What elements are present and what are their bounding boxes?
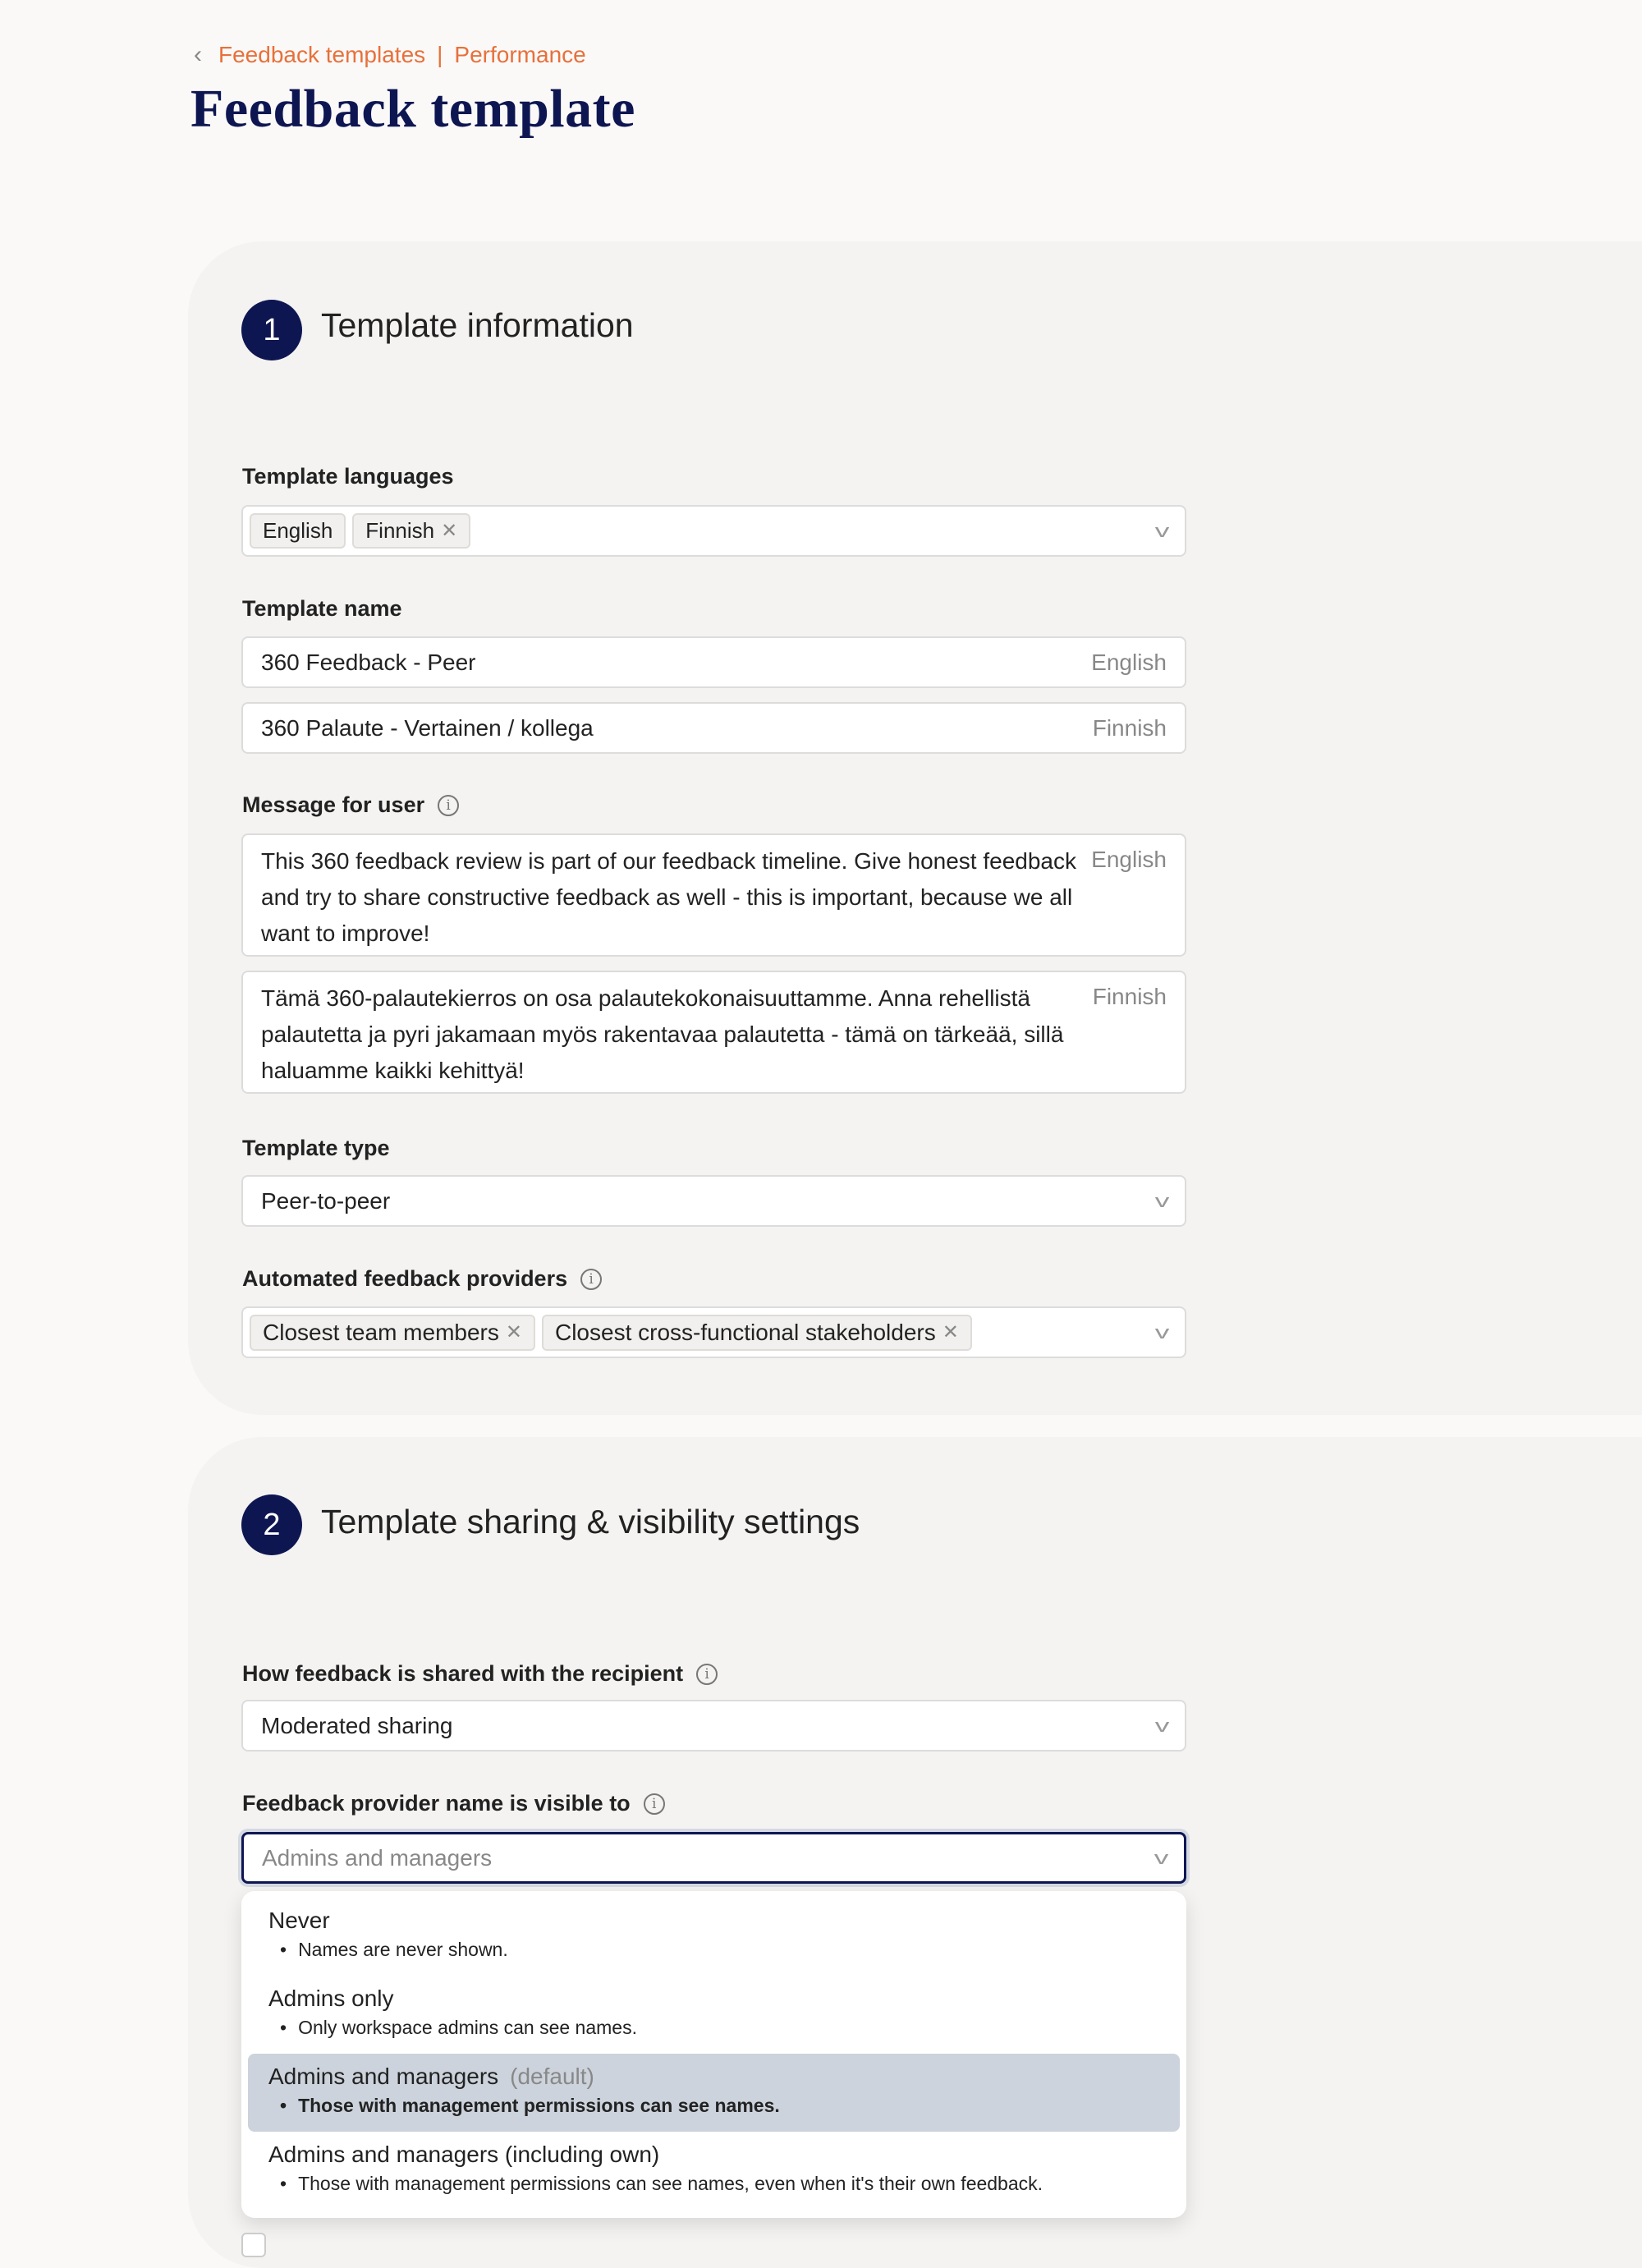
automated-providers-select[interactable]: [241, 1306, 1186, 1358]
chip-label: Finnish: [365, 518, 435, 543]
back-chevron-icon[interactable]: ‹: [194, 41, 202, 68]
step-number-badge: 2: [241, 1494, 302, 1555]
info-icon[interactable]: i: [438, 795, 459, 816]
option-admins-and-managers[interactable]: [248, 2054, 1180, 2132]
template-name-finnish-input[interactable]: [241, 702, 1186, 754]
provider-chip: [250, 1315, 535, 1351]
template-languages-select[interactable]: [241, 505, 1186, 557]
label-text: Template name: [242, 596, 402, 621]
option-title: Admins and managers (including own): [268, 2142, 660, 2167]
template-name-english-input[interactable]: [241, 636, 1186, 688]
option-description: • Those with management permissions can see names, even when it's their own feedback.: [268, 2173, 1159, 2195]
input-value: 360 Palaute - Vertainen / kollega: [261, 714, 594, 741]
chevron-down-icon[interactable]: v: [1154, 520, 1170, 541]
checkbox[interactable]: [241, 2233, 266, 2257]
info-icon[interactable]: i: [644, 1793, 665, 1815]
sharing-select[interactable]: [241, 1700, 1186, 1752]
automated-providers-label: [242, 1266, 602, 1292]
chevron-down-icon[interactable]: v: [1154, 1321, 1170, 1343]
breadcrumb-feedback-templates[interactable]: Feedback templates: [218, 42, 426, 67]
option-admins-and-managers-including-own[interactable]: [248, 2132, 1180, 2210]
template-type-label: [242, 1136, 390, 1161]
input-value: 360 Feedback - Peer: [261, 649, 476, 675]
template-information-card: [188, 241, 1642, 1415]
default-tag: (default): [510, 2064, 594, 2089]
select-value: Peer-to-peer: [261, 1187, 391, 1214]
option-description: • Only workspace admins can see names.: [268, 2017, 1159, 2039]
template-name-label: [242, 596, 402, 622]
label-text: Message for user: [242, 792, 425, 817]
remove-chip-icon[interactable]: ✕: [505, 1321, 522, 1343]
section-title: Template sharing & visibility settings: [321, 1503, 860, 1540]
breadcrumb: [194, 41, 586, 69]
info-icon[interactable]: i: [696, 1664, 718, 1685]
breadcrumb-separator: |: [437, 42, 443, 67]
language-tag: Finnish: [1092, 714, 1167, 741]
label-text: Template type: [242, 1136, 390, 1160]
label-text: Template languages: [242, 464, 454, 489]
option-description: • Names are never shown.: [268, 1939, 1159, 1961]
select-value: Moderated sharing: [261, 1712, 453, 1738]
visibility-dropdown-menu: [241, 1891, 1186, 2218]
chip-label: Closest team members: [263, 1319, 499, 1345]
message-label: [242, 792, 459, 818]
language-chip-finnish: [352, 513, 470, 549]
chevron-down-icon[interactable]: v: [1154, 1190, 1170, 1211]
label-text: Automated feedback providers: [242, 1266, 568, 1291]
remove-chip-icon[interactable]: ✕: [441, 520, 458, 542]
chip-label: English: [263, 518, 333, 543]
template-type-select[interactable]: [241, 1175, 1186, 1227]
chevron-down-icon[interactable]: v: [1154, 1847, 1169, 1868]
option-title: Never: [268, 1908, 330, 1933]
info-icon[interactable]: i: [580, 1269, 602, 1290]
option-description: • Those with management permissions can see names.: [268, 2095, 1159, 2117]
message-english-textarea[interactable]: [241, 833, 1186, 957]
template-languages-label: [242, 464, 454, 489]
language-tag: English: [1091, 847, 1167, 872]
step-number-badge: 1: [241, 300, 302, 360]
language-tag: English: [1091, 649, 1167, 675]
name-visibility-label: [242, 1791, 665, 1816]
chip-label: Closest cross-functional stakeholders: [554, 1319, 936, 1345]
label-text: Feedback provider name is visible to: [242, 1791, 631, 1816]
option-title: Admins and managers: [268, 2064, 499, 2089]
message-finnish-textarea[interactable]: [241, 971, 1186, 1094]
option-title: Admins only: [268, 1986, 394, 2011]
remove-chip-icon[interactable]: ✕: [942, 1321, 959, 1343]
textarea-value: Tämä 360-palautekierros on osa palautekokonaisuuttamme. Anna rehellistä palautetta ja pyri jakamaan myös rakentavaa palautetta - tämä on tärkeää, sillä haluamme kaikki kehittyä!: [261, 985, 1064, 1083]
name-visibility-select[interactable]: [241, 1832, 1186, 1884]
select-value: Admins and managers: [262, 1844, 493, 1871]
textarea-value: This 360 feedback review is part of our feedback timeline. Give honest feedback and try to share constructive feedback as well - this is important, because we all want to improve!: [261, 848, 1076, 946]
option-never[interactable]: [248, 1898, 1180, 1976]
page-title: Feedback template: [190, 79, 635, 139]
chevron-down-icon[interactable]: v: [1154, 1715, 1170, 1736]
sharing-label: [242, 1661, 718, 1687]
language-tag: Finnish: [1092, 984, 1167, 1009]
provider-chip: [542, 1315, 972, 1351]
breadcrumb-performance[interactable]: Performance: [454, 42, 586, 67]
option-admins-only[interactable]: [248, 1976, 1180, 2054]
language-chip-english: [250, 513, 346, 549]
section-title: Template information: [321, 306, 634, 344]
label-text: How feedback is shared with the recipient: [242, 1661, 684, 1686]
